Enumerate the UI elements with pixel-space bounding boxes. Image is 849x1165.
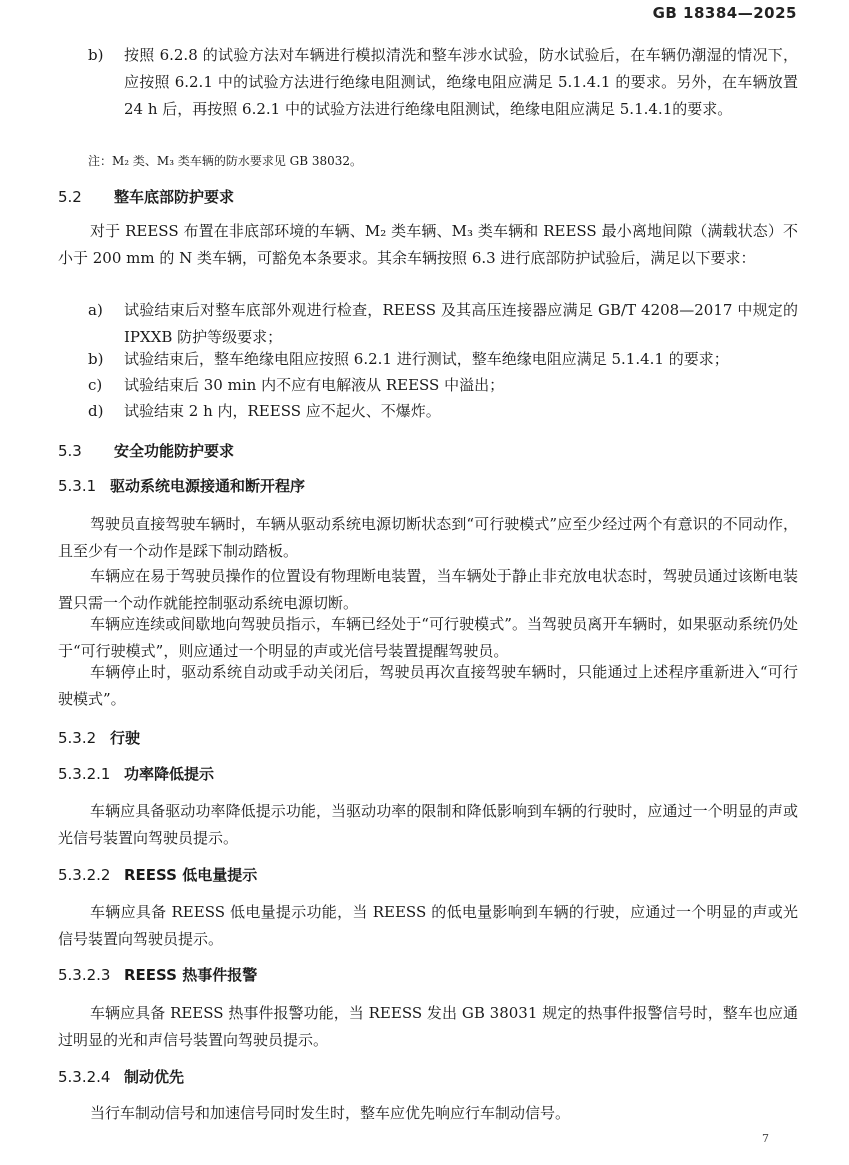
heading-number: 5.3.2.2 [58,866,111,884]
heading-number: 5.3 [58,442,82,460]
heading-5-3-2 [58,727,140,749]
heading-5-3-2-3 [58,964,257,986]
note-waterproof: 注：M₂ 类、M₃ 类车辆的防水要求见 GB 38032。 [88,154,363,168]
list-text: 试验结束后对整车底部外观进行检查，REESS 及其高压连接器应满足 GB/T 4208—2017 中规定的 IPXXB 防护等级要求； [124,301,798,346]
heading-number: 5.3.1 [58,477,97,495]
heading-title: 整车底部防护要求 [114,188,235,206]
list-text: 试验结束 2 h 内，REESS 应不起火、不爆炸。 [124,402,441,420]
paragraph-5-3-2-3: 车辆应具备 REESS 热事件报警功能，当 REESS 发出 GB 38031 规定的热事件报警信号时，整车也应通过明显的光和声信号装置向驾驶员提示。 [58,1004,798,1049]
heading-5-3-1 [58,475,305,497]
paragraph-5-3-1-4: 车辆停止时，驱动系统自动或手动关闭后，驾驶员再次直接驾驶车辆时，只能通过上述程序重新进入“可行驶模式”。 [58,663,798,708]
heading-title: REESS 低电量提示 [124,866,258,884]
paragraph-5-3-2-2: 车辆应具备 REESS 低电量提示功能，当 REESS 的低电量影响到车辆的行驶，应通过一个明显的声或光信号装置向驾驶员提示。 [58,903,798,948]
list-marker: a) [88,301,103,319]
paragraph-5-2-intro: 对于 REESS 布置在非底部环境的车辆、M₂ 类车辆、M₃ 类车辆和 REESS 最小离地间隙（满载状态）不小于 200 mm 的 N 类车辆，可豁免本条要求。其余车辆按照 6.3 进行底部防护试验后，满足以下要求： [58,222,798,267]
heading-5-2 [58,186,234,208]
heading-number: 5.2 [58,188,82,206]
heading-number: 5.3.2.4 [58,1068,111,1086]
list-marker: b) [88,350,104,368]
list-text: 试验结束后，整车绝缘电阻应按照 6.2.1 进行测试，整车绝缘电阻应满足 5.1.4.1 的要求； [124,350,729,368]
list-marker: b) [88,46,104,64]
list-text: 试验结束后 30 min 内不应有电解液从 REESS 中溢出； [124,376,505,394]
heading-number: 5.3.2.1 [58,765,111,783]
list-text: 按照 6.2.8 的试验方法对车辆进行模拟清洗和整车涉水试验，防水试验后，在车辆仍潮湿的情况下，应按照 6.2.1 中的试验方法进行绝缘电阻测试，绝缘电阻应满足 5.1.4.1 的要求。另外，在车辆放置 24 h 后，再按照 6.2.1 中的试验方法进行绝缘电阻测试，绝缘电阻应满足 5.1.4.1的要求。 [124,46,798,118]
heading-5-3-2-2 [58,864,257,886]
heading-number: 5.3.2 [58,729,97,747]
paragraph-5-3-1-1: 驾驶员直接驾驶车辆时，车辆从驱动系统电源切断状态到“可行驶模式”应至少经过两个有意识的不同动作，且至少有一个动作是踩下制动踏板。 [58,515,798,560]
heading-title: 制动优先 [124,1068,185,1086]
heading-5-3-2-1 [58,763,214,785]
paragraph-5-3-2-4: 当行车制动信号和加速信号同时发生时，整车应优先响应行车制动信号。 [90,1104,571,1122]
heading-5-3-2-4 [58,1066,184,1088]
heading-5-3 [58,440,234,462]
heading-number: 5.3.2.3 [58,966,111,984]
list-marker: c) [88,376,103,394]
heading-title: REESS 热事件报警 [124,966,258,984]
heading-title: 行驶 [110,729,141,747]
list-marker: d) [88,402,104,420]
heading-title: 驱动系统电源接通和断开程序 [110,477,306,495]
paragraph-5-3-1-2: 车辆应在易于驾驶员操作的位置设有物理断电装置，当车辆处于静止非充放电状态时，驾驶员通过该断电装置只需一个动作就能控制驱动系统电源切断。 [58,567,798,612]
paragraph-5-3-1-3: 车辆应连续或间歇地向驾驶员指示，车辆已经处于“可行驶模式”。当驾驶员离开车辆时，如果驱动系统仍处于“可行驶模式”，则应通过一个明显的声或光信号装置提醒驾驶员。 [58,615,798,660]
standard-code-header: GB 18384—2025 [652,4,797,22]
heading-title: 功率降低提示 [124,765,215,783]
paragraph-5-3-2-1: 车辆应具备驱动功率降低提示功能，当驱动功率的限制和降低影响到车辆的行驶时，应通过一个明显的声或光信号装置向驾驶员提示。 [58,802,798,847]
page-number: 7 [762,1132,769,1145]
heading-title: 安全功能防护要求 [114,442,235,460]
